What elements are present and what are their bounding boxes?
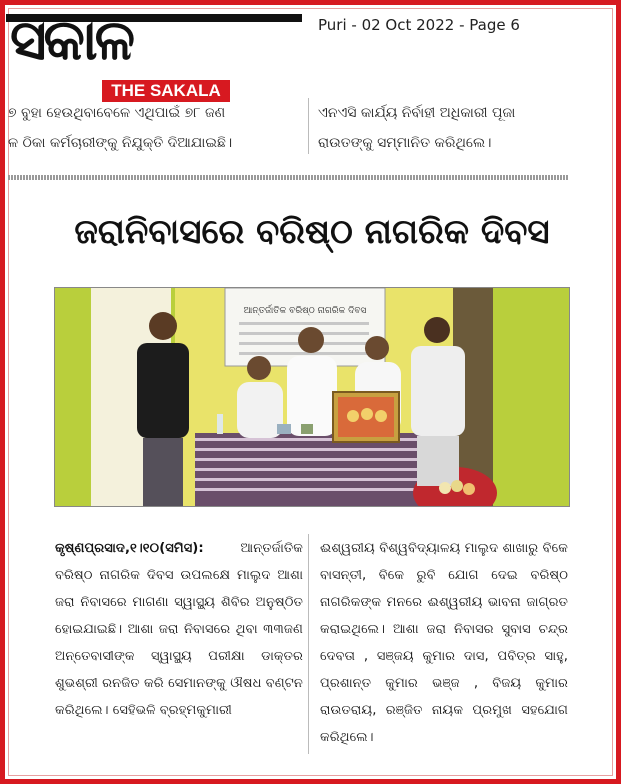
previous-line: ଳ ଠିକା କର୍ମଚାରୀଙ୍କୁ ନିଯୁକ୍ତି ଦିଆଯାଇଛି। [8, 135, 233, 151]
article-body-right [320, 535, 568, 751]
logo-tagline: THE SAKALA [102, 80, 230, 102]
article-body-left [55, 535, 303, 724]
article-text: ଆନ୍ତର୍ଜାତିକ ବରିଷ୍ଠ ନାଗରିକ ଦିବସ ଉପଲକ୍ଷେ ମାଲୁଦ ଆଶା ଜରା ନିବାସରେ ମାଗଣା ସ୍ୱାସ୍ଥ୍ୟ ଶିବିର ଅନୁଷ୍ଠିତ ହୋଇଯାଇଛି। ଆଶା ଜରା ନିବାସରେ ଥିବା ୩୩ଜଣ ଅନ୍ତେବାସୀଙ୍କ ସ୍ୱାସ୍ଥ୍ୟ ପରୀକ୍ଷା ଡାକ୍ତର ଶୁଭଶ୍ରୀ ରନଜିତ କରି ସେମାନଙ୍କୁ ଔଷଧ ବଣ୍ଟନ କରିଥିଲେ। ସେହିଭଳି ବ୍ରହ୍ମକୁମାରୀ [55, 541, 303, 718]
article-headline: ଜରାନିବାସରେ ବରିଷ୍ଠ ନାଗରିକ ଦିବସ [74, 212, 550, 252]
previous-line: ରାଉତଙ୍କୁ ସମ୍ମାନିତ କରିଥିଲେ। [318, 135, 492, 151]
column-divider [308, 534, 309, 754]
article-photo [54, 287, 570, 507]
logo-text: ସକାଳ [10, 8, 133, 73]
dotted-separator [8, 175, 568, 180]
masthead-logo [6, 8, 306, 103]
article-text: ଈଶ୍ୱରୀୟ ବିଶ୍ୱବିଦ୍ୟାଳୟ ମାଲୁଦ ଶାଖାରୁ ବିକେ ବାସନ୍ତୀ, ବିକେ ରୁବି ଯୋଗ ଦେଇ ବରିଷ୍ଠ ନାଗରିକଙ୍କ ମନରେ ଈଶ୍ୱରୀୟ ଭାବନା ଜାଗ୍ରତ କରାଇଥିଲେ। ଆଶା ଜରା ନିବାସର ସୁବାସ ଚନ୍ଦ୍ର ଦେବତା , ସଞ୍ଜୟ କୁମାର ଦାସ, ପବିତ୍ର ସାହୁ, ପ୍ରଶାନ୍ତ କୁମାର ଭଞ୍ଜ , ବିଜୟ କୁମାର ରାଉତରାୟ, ରଞ୍ଜିତ ନାୟକ ପ୍ରମୁଖ ସହଯୋଗ କରିଥିଲେ। [320, 541, 568, 745]
edition-info: Puri - 02 Oct 2022 - Page 6 [318, 16, 520, 34]
previous-line: ଏନଏସି କାର୍ଯ୍ୟ ନିର୍ବାହୀ ଅଧିକାରୀ ପୂଜା [318, 105, 516, 121]
previous-article-left [8, 98, 298, 158]
banner-title: ଆନ୍ତର୍ଜାତିକ ବରିଷ୍ଠ ନାଗରିକ ଦିବସ [243, 306, 367, 316]
column-divider [308, 98, 309, 154]
article-dateline: କୃଷ୍ଣପ୍ରସାଦ,୧।୧୦(ସମିସ): [55, 541, 204, 556]
previous-line: ୭ ବୁହା ହେଉଥିବାବେଳେ ଏଥିପାଇଁ ୭୮ ଜଣ [8, 105, 226, 121]
previous-article-right [318, 98, 576, 158]
